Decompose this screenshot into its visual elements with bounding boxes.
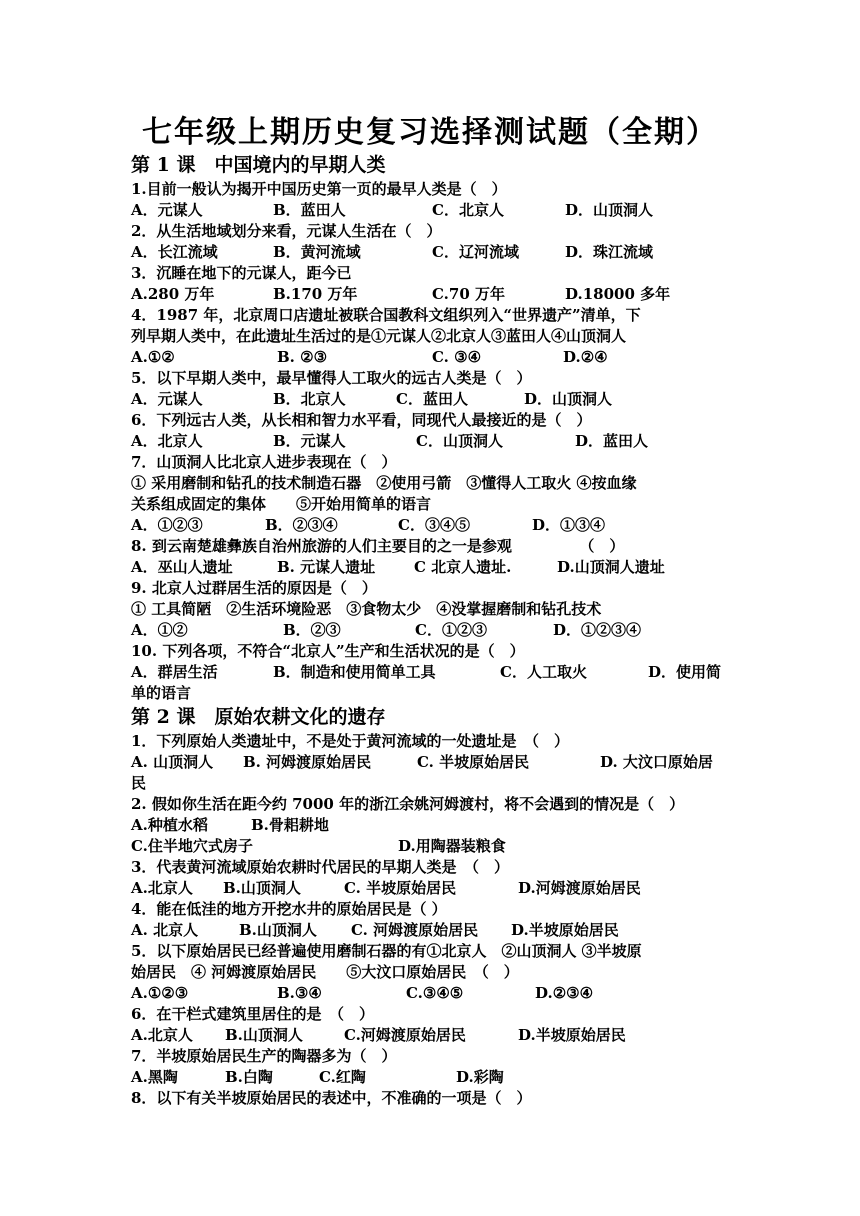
option-b: B．北京人 <box>273 390 346 408</box>
question-options <box>131 1067 731 1088</box>
option-c: C 北京人遗址. <box>414 558 512 576</box>
question-text: 列早期人类中，在此遗址生活过的是①元谋人②北京人③蓝田人④山顶洞人 <box>131 327 627 345</box>
option-c: C．人工取火 <box>500 663 587 681</box>
question-text: 7．半坡原始居民生产的陶器多为（ ） <box>131 1047 397 1065</box>
option-b: B.骨耜耕地 <box>251 816 329 834</box>
option-a: A．①② <box>131 621 188 639</box>
question-text: 5．以下早期人类中，最早懂得人工取火的远古人类是（ ） <box>131 369 532 387</box>
question-text: 8．以下有关半坡原始居民的表述中，不准确的一项是（ ） <box>131 1089 532 1107</box>
option-b: B.白陶 <box>225 1068 273 1086</box>
option-c: C.河姆渡原始居民 <box>344 1026 466 1044</box>
option-b: B.山顶洞人 <box>225 1026 303 1044</box>
question-options <box>131 557 731 578</box>
option-b: B.③④ <box>277 984 322 1002</box>
question-text: 关系组成固定的集体 ⑤开始用简单的语言 <box>131 495 432 513</box>
question-options <box>131 920 731 941</box>
option-c: C．山顶洞人 <box>416 432 503 450</box>
question-text: 5．以下原始居民已经普遍使用磨制石器的有①北京人 ②山顶洞人 ③半坡原 <box>131 942 642 960</box>
question-options <box>131 620 731 641</box>
option-d: D．山顶洞人 <box>565 201 654 219</box>
option-d: D.用陶器装粮食 <box>398 837 506 855</box>
option-a: A.①②③ <box>131 984 189 1002</box>
option-b: B.山顶洞人 <box>223 879 301 897</box>
option-b: B.山顶洞人 <box>239 921 317 939</box>
lesson-1-heading: 第 1 课 中国境内的早期人类 <box>131 154 386 176</box>
option-a: A.北京人 <box>131 1026 193 1044</box>
option-b: B．②③ <box>283 621 341 639</box>
question-text: 4．1987 年，北京周口店遗址被联合国教科文组织列入“世界遗产”清单，下 <box>131 306 641 324</box>
question-text: 10. 下列各项，不符合“北京人”生产和生活状况的是（ ） <box>131 642 525 660</box>
option-a: A．群居生活 <box>131 663 218 681</box>
question-options <box>131 431 731 452</box>
option-c: C. 半坡原始居民 <box>417 753 530 771</box>
page-title: 七年级上期历史复习选择测试题（全期） <box>142 115 718 150</box>
question-text: 1．下列原始人类遗址中，不是处于黄河流域的一处遗址是 （ ） <box>131 732 569 750</box>
option-d: D．使用简 <box>648 663 722 681</box>
option-a: A．长江流域 <box>131 243 218 261</box>
document-body <box>131 152 731 1109</box>
option-b: B.170 万年 <box>273 285 358 303</box>
option-c: C. 半坡原始居民 <box>344 879 457 897</box>
option-a: A.黑陶 <box>131 1068 178 1086</box>
option-d: D．蓝田人 <box>575 432 649 450</box>
option-a: A.①② <box>131 348 175 366</box>
question-text: 单的语言 <box>131 684 192 702</box>
option-b: B. 元谋人遗址 <box>277 558 376 576</box>
option-c: C.70 万年 <box>432 285 505 303</box>
question-text: 民 <box>131 774 147 792</box>
question-options <box>131 815 731 836</box>
question-text: 6．在干栏式建筑里居住的是 （ ） <box>131 1005 374 1023</box>
question-options <box>131 200 731 221</box>
option-c: C．蓝田人 <box>396 390 468 408</box>
question-text: 7．山顶洞人比北京人进步表现在（ ） <box>131 453 397 471</box>
option-c: C.红陶 <box>319 1068 366 1086</box>
question-text: ① 工具简陋 ②生活环境险恶 ③食物太少 ④没掌握磨制和钻孔技术 <box>131 600 602 618</box>
option-a: A.种植水稻 <box>131 816 208 834</box>
option-d: D.彩陶 <box>456 1068 504 1086</box>
question-options <box>131 878 731 899</box>
option-d: D.18000 多年 <box>565 285 671 303</box>
option-a: A．巫山人遗址 <box>131 558 233 576</box>
option-a: A. 山顶洞人 <box>131 753 214 771</box>
option-a: A．北京人 <box>131 432 203 450</box>
option-c: C.③④⑤ <box>406 984 464 1002</box>
option-b: B．制造和使用简单工具 <box>273 663 436 681</box>
option-b: B．元谋人 <box>273 432 346 450</box>
question-options <box>131 752 731 773</box>
option-d: D．山顶洞人 <box>524 390 613 408</box>
question-options <box>131 515 731 536</box>
question-options <box>131 284 731 305</box>
option-d: D.山顶洞人遗址 <box>557 558 665 576</box>
question-options <box>131 1025 731 1046</box>
option-b: B．蓝田人 <box>273 201 346 219</box>
question-text: 6．下列远古人类，从长相和智力水平看，同现代人最接近的是（ ） <box>131 411 592 429</box>
option-c: C．①②③ <box>415 621 487 639</box>
question-text: 2. 假如你生活在距今约 7000 年的浙江余姚河姆渡村，将不会遇到的情况是（ ） <box>131 795 685 813</box>
question-options <box>131 242 731 263</box>
option-a: A. 北京人 <box>131 921 199 939</box>
question-options <box>131 389 731 410</box>
question-text: 始居民 ④ 河姆渡原始居民 ⑤大汶口原始居民 （ ） <box>131 963 519 981</box>
option-d: D．①②③④ <box>553 621 642 639</box>
option-c: C．辽河流域 <box>432 243 519 261</box>
option-c: C．北京人 <box>432 201 504 219</box>
question-text: 8. 到云南楚雄彝族自治州旅游的人们主要目的之一是参观 （ ） <box>131 537 625 555</box>
question-text: 9. 北京人过群居生活的原因是（ ） <box>131 579 377 597</box>
question-options <box>131 836 731 857</box>
option-a: A．元谋人 <box>131 201 203 219</box>
question-text: 2．从生活地域划分来看，元谋人生活在（ ） <box>131 222 442 240</box>
option-d: D.半坡原始居民 <box>511 921 619 939</box>
option-b: B. ②③ <box>277 348 328 366</box>
option-d: D．珠江流域 <box>565 243 654 261</box>
option-c: C. 河姆渡原始居民 <box>351 921 479 939</box>
option-d: D.②③④ <box>535 984 594 1002</box>
option-d: D．①③④ <box>532 516 606 534</box>
option-a: A.280 万年 <box>131 285 215 303</box>
option-b: B. 河姆渡原始居民 <box>243 753 372 771</box>
option-d: D.河姆渡原始居民 <box>518 879 641 897</box>
question-options <box>131 662 731 683</box>
option-c: C．③④⑤ <box>398 516 470 534</box>
option-d: D.半坡原始居民 <box>518 1026 626 1044</box>
question-text: ① 采用磨制和钻孔的技术制造石器 ②使用弓箭 ③懂得人工取火 ④按血缘 <box>131 474 637 492</box>
option-a: A．①②③ <box>131 516 203 534</box>
option-d: D.②④ <box>563 348 608 366</box>
option-c: C. ③④ <box>432 348 482 366</box>
question-text: 3．沉睡在地下的元谋人，距今已 <box>131 264 352 282</box>
question-text: 1.目前一般认为揭开中国历史第一页的最早人类是（ ） <box>131 180 507 198</box>
option-a: A．元谋人 <box>131 390 203 408</box>
lesson-2-heading: 第 2 课 原始农耕文化的遗存 <box>131 706 386 728</box>
option-a: A.北京人 <box>131 879 193 897</box>
question-text: 4．能在低洼的地方开挖水井的原始居民是（ ） <box>131 900 447 918</box>
question-text: 3．代表黄河流域原始农耕时代居民的早期人类是 （ ） <box>131 858 509 876</box>
option-b: B．②③④ <box>265 516 338 534</box>
question-options <box>131 347 731 368</box>
option-d: D. 大汶口原始居 <box>600 753 713 771</box>
option-b: B．黄河流域 <box>273 243 361 261</box>
option-c: C.住半地穴式房子 <box>131 837 253 855</box>
question-options <box>131 983 731 1004</box>
